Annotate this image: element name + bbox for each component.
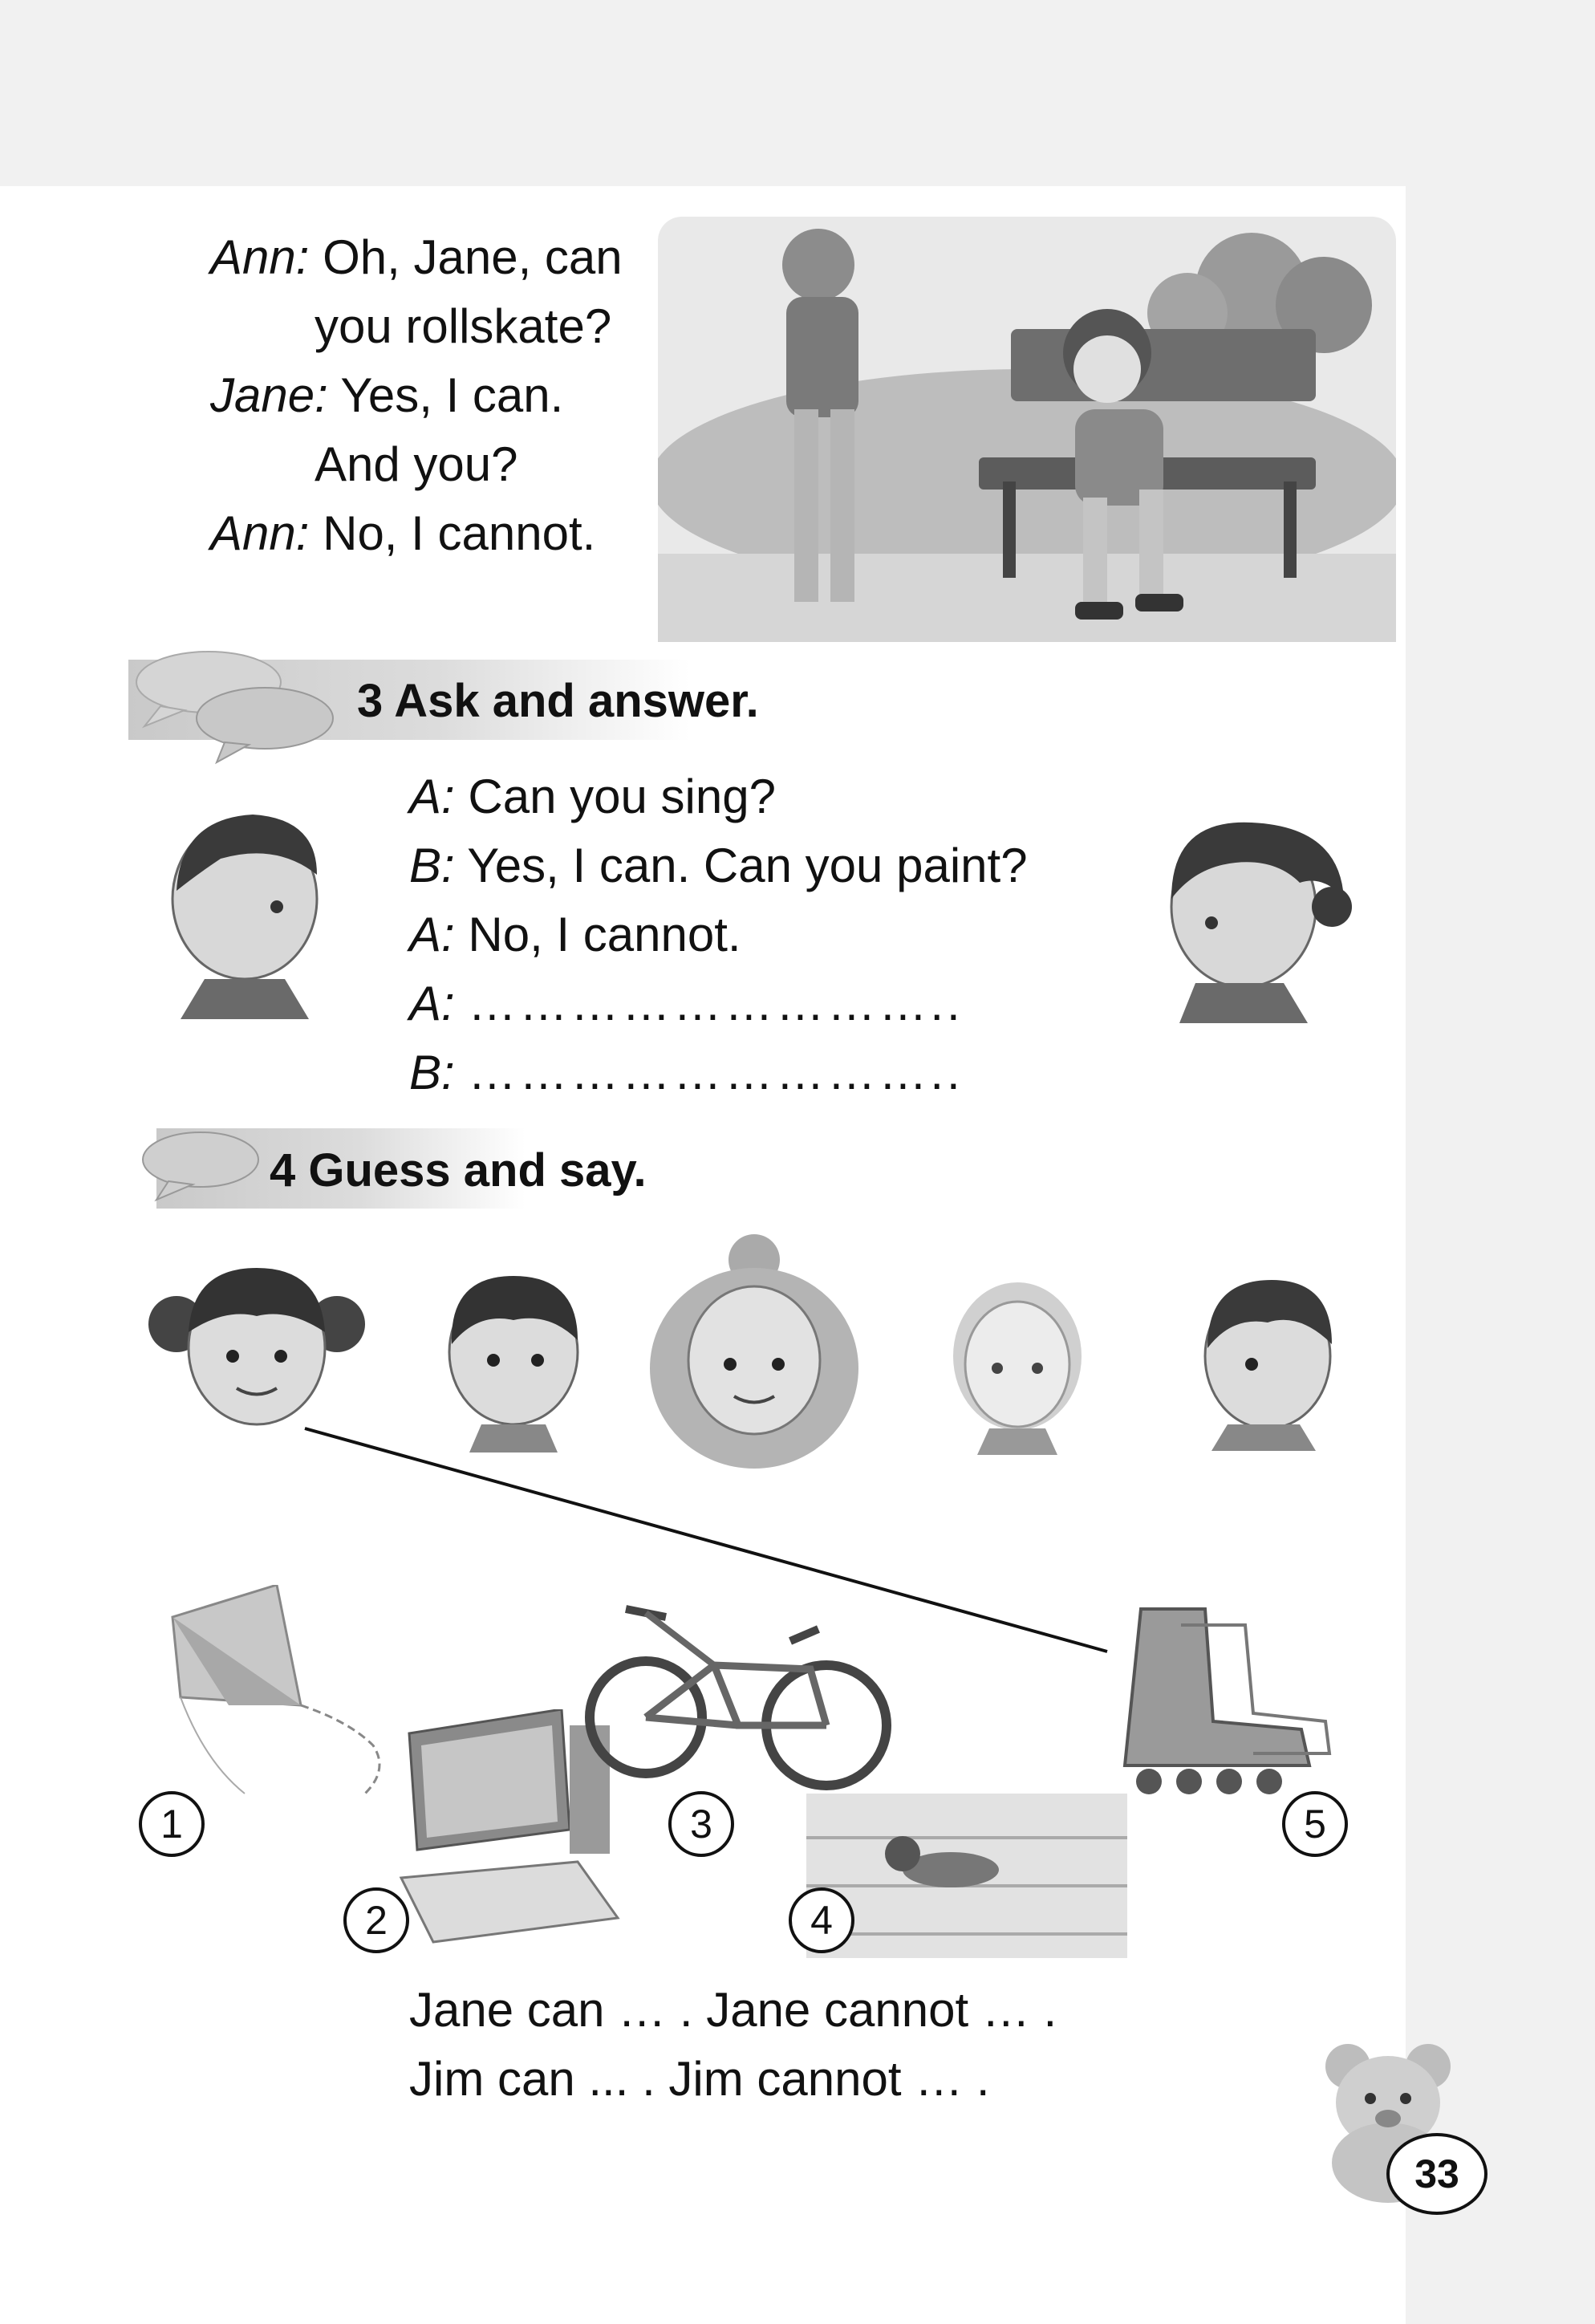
dialogue-line-5: Ann: No, I cannot. [210, 506, 596, 560]
dialogue-line-2: you rollskate? [315, 299, 612, 353]
roller-skates-illustration [1093, 1593, 1333, 1802]
number-3: 3 [668, 1791, 734, 1857]
sentence-1: Jane can … . Jane cannot … . [409, 1983, 1057, 2037]
s3-line-2: B: Yes, I can. Can you paint? [409, 839, 1028, 892]
s3-line-4: A: ……………………….. [409, 977, 964, 1030]
section4-heading: 4 Guess and say. [270, 1144, 647, 1197]
number-1: 1 [139, 1791, 205, 1857]
swimming-illustration [806, 1782, 1127, 1966]
number-4: 4 [789, 1887, 854, 1953]
page-number: 33 [1386, 2133, 1487, 2215]
section3-heading: 3 Ask and answer. [357, 675, 759, 727]
s3-line-1: A: Can you sing? [409, 770, 776, 823]
number-2: 2 [343, 1887, 409, 1953]
dialogue-line-4: And you? [315, 437, 518, 491]
bicycle-illustration [578, 1593, 899, 1794]
dialogue-line-1: Ann: Oh, Jane, can [210, 230, 623, 284]
number-5: 5 [1282, 1791, 1348, 1857]
sentence-2: Jim can ... . Jim cannot … . [409, 2052, 990, 2106]
s3-line-3: A: No, I cannot. [409, 908, 741, 961]
dialogue-line-3: Jane: Yes, I can. [210, 368, 564, 422]
s3-line-5: B: ……………………….. [409, 1046, 964, 1099]
section4-sentences [409, 1976, 1057, 2114]
